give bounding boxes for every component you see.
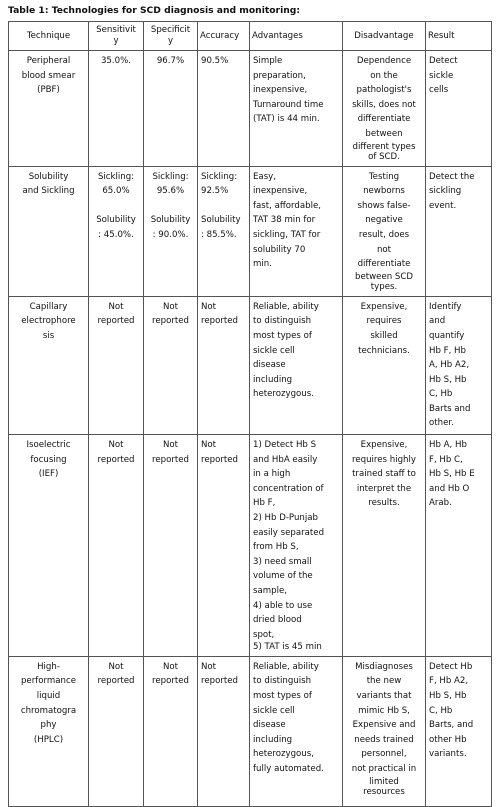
- cell-line: variants.: [429, 749, 467, 760]
- cell-line: types.: [370, 282, 398, 293]
- cell-advantages: [250, 51, 343, 167]
- cell-line: 5) TAT is 45 min: [253, 642, 322, 653]
- cell-line: Dependence: [356, 56, 412, 66]
- cell-line: min.: [253, 259, 272, 270]
- cell-line: 96.7%: [156, 56, 185, 66]
- cell-line: disease: [253, 720, 286, 731]
- cell-line: requires highly: [352, 454, 416, 465]
- cell-line: spot,: [253, 629, 275, 640]
- header-text: Sensitivit: [96, 25, 136, 35]
- cell-line: pathologist's: [356, 85, 412, 96]
- cell-line: reported: [152, 316, 189, 327]
- cell-line: newborns: [363, 186, 405, 197]
- cell-line: sickle cell: [253, 345, 295, 356]
- table-row: [9, 435, 492, 657]
- cell-sensitivity: [89, 656, 144, 806]
- cell-accuracy: [198, 435, 250, 657]
- cell-line: Detect Hb: [429, 661, 473, 672]
- cell-line: Not: [162, 301, 179, 312]
- cell-line: Solubility: [201, 215, 241, 226]
- table-row: [9, 296, 492, 434]
- cell-line: easily separated: [253, 527, 325, 538]
- cell-line: volume of the: [253, 571, 313, 582]
- cell-line: Hb S, Hb: [429, 374, 467, 385]
- cell-line: Capillary: [29, 301, 68, 312]
- cell-sensitivity: [89, 435, 144, 657]
- cell-line: chromatogra: [20, 705, 77, 716]
- cell-line: performance: [20, 676, 77, 687]
- cell-line: Solubility: [96, 215, 136, 226]
- cell-line: A, Hb A2,: [429, 360, 470, 371]
- cell-line: trained staff to: [352, 469, 416, 480]
- cell-line: result, does: [358, 229, 410, 240]
- cell-line: Solubility: [28, 171, 69, 182]
- cell-line: reported: [201, 454, 238, 465]
- cell-line: reported: [201, 316, 238, 327]
- header-text: Disadvantage: [354, 30, 414, 41]
- cell-line: focusing: [30, 454, 67, 465]
- header-text: Specificit: [150, 25, 191, 35]
- cell-advantages: [250, 166, 343, 296]
- cell-line: sickling: [429, 186, 462, 197]
- cell-line: Sickling:: [152, 171, 189, 182]
- cell-line: F, Hb A2,: [429, 676, 469, 687]
- cell-line: to distinguish: [253, 316, 312, 327]
- header-text: Accuracy: [200, 30, 240, 41]
- cell-line: 4) able to use: [253, 600, 313, 611]
- column-header: [9, 22, 89, 51]
- cell-line: (PBF): [37, 85, 60, 96]
- column-header: [89, 22, 144, 51]
- cell-line: sickling, TAT for: [253, 229, 321, 240]
- cell-line: fast, affordable,: [253, 200, 322, 211]
- cell-line: inexpensive,: [253, 186, 308, 197]
- cell-technique: [9, 656, 89, 806]
- column-header: [426, 22, 492, 51]
- cell-line: : 45.0%.: [98, 229, 134, 240]
- table-row: [9, 166, 492, 296]
- cell-line: in a high: [253, 469, 291, 480]
- cell-line: 65.0%: [102, 186, 130, 197]
- cell-line: negative: [365, 215, 403, 226]
- cell-line: reported: [97, 316, 135, 327]
- cell-line: interpret the: [356, 483, 412, 494]
- cell-line: Easy,: [253, 171, 276, 182]
- cell-specificity: [144, 166, 198, 296]
- cell-line: [201, 199, 246, 214]
- cell-line: including: [253, 374, 293, 385]
- cell-line: : 85.5%.: [201, 229, 237, 240]
- cell-line: quantify: [429, 330, 465, 341]
- cell-line: Peripheral: [26, 56, 71, 66]
- cell-advantages: [250, 435, 343, 657]
- cell-line: TAT 38 min for: [253, 215, 316, 226]
- cell-line: liquid: [36, 691, 61, 702]
- cell-line: not: [376, 244, 392, 255]
- cell-line: C, Hb: [429, 705, 453, 716]
- cell-result: [426, 166, 492, 296]
- cell-line: [92, 199, 140, 214]
- cell-line: Not: [201, 301, 217, 312]
- cell-result: [426, 435, 492, 657]
- cell-line: reported: [152, 454, 189, 465]
- cell-line: blood smear: [21, 70, 76, 81]
- cell-line: reported: [97, 454, 135, 465]
- cell-line: Not: [201, 661, 217, 672]
- cell-disadvantage: [343, 51, 426, 167]
- cell-sensitivity: [89, 166, 144, 296]
- cell-line: sickle cell: [253, 705, 295, 716]
- cell-line: Solubility: [150, 215, 191, 226]
- cell-result: [426, 296, 492, 434]
- cell-line: preparation,: [253, 70, 306, 81]
- cell-line: Not: [162, 661, 179, 672]
- header-text: Advantages: [252, 30, 303, 41]
- table-row: [9, 656, 492, 806]
- cell-line: fully automated.: [253, 764, 324, 775]
- cell-line: Not: [162, 440, 179, 451]
- header-text: Result: [428, 30, 455, 41]
- cell-specificity: [144, 51, 198, 167]
- cell-line: 92.5%: [201, 186, 229, 197]
- cell-line: C, Hb: [429, 389, 453, 400]
- cell-line: Expensive,: [360, 301, 408, 312]
- cell-line: the new: [366, 676, 402, 687]
- cell-accuracy: [198, 656, 250, 806]
- technologies-table: [8, 21, 492, 807]
- cell-line: Hb F,: [253, 498, 276, 509]
- cell-line: Misdiagnoses: [355, 661, 413, 672]
- cell-line: (IEF): [38, 469, 59, 480]
- cell-line: heterozygous,: [253, 749, 314, 760]
- cell-line: Expensive and: [352, 720, 416, 731]
- table-caption: Table 1: Technologies for SCD diagnosis and monitoring:: [8, 5, 301, 16]
- cell-sensitivity: [89, 296, 144, 434]
- cell-line: differentiate: [357, 259, 411, 270]
- cell-line: Hb S, Hb: [429, 691, 467, 702]
- cell-line: High-: [37, 661, 60, 672]
- cell-line: not practical in: [351, 764, 417, 775]
- cell-advantages: [250, 296, 343, 434]
- cell-line: most types of: [253, 330, 312, 341]
- cell-line: Hb A, Hb: [429, 440, 467, 451]
- cell-line: 1) Detect Hb S: [253, 440, 317, 451]
- cell-line: and Hb O: [429, 483, 470, 494]
- cell-technique: [9, 166, 89, 296]
- cell-line: Detect the: [429, 171, 475, 182]
- cell-line: to distinguish: [253, 676, 312, 687]
- cell-line: and Sickling: [22, 186, 75, 197]
- column-header: [198, 22, 250, 51]
- cell-line: Testing: [368, 171, 400, 182]
- cell-result: [426, 51, 492, 167]
- cell-specificity: [144, 656, 198, 806]
- cell-line: (HPLC): [33, 734, 64, 745]
- cell-line: Hb S, Hb E: [429, 469, 475, 480]
- cell-line: reported: [152, 676, 189, 687]
- cell-line: Not: [201, 440, 217, 451]
- cell-line: [147, 199, 194, 214]
- cell-line: disease: [253, 360, 286, 371]
- cell-disadvantage: [343, 296, 426, 434]
- cell-line: including: [253, 734, 293, 745]
- header-text: Technique: [26, 30, 71, 41]
- cell-line: concentration of: [253, 483, 324, 494]
- cell-line: other Hb: [429, 734, 467, 745]
- cell-line: 95.6%: [156, 186, 185, 197]
- cell-line: Not: [108, 440, 124, 451]
- cell-line: 2) Hb D-Punjab: [253, 513, 318, 524]
- cell-line: Arab.: [429, 498, 452, 509]
- cell-line: reported: [201, 676, 238, 687]
- cell-line: Detect: [429, 56, 458, 66]
- cell-line: F, Hb C,: [429, 454, 463, 465]
- cell-line: requires: [366, 316, 402, 327]
- cell-accuracy: [198, 296, 250, 434]
- cell-line: resources: [363, 787, 405, 798]
- cell-line: cells: [429, 85, 449, 96]
- column-header: [343, 22, 426, 51]
- cell-line: results.: [368, 498, 400, 509]
- cell-line: needs trained: [354, 734, 414, 745]
- cell-line: between SCD: [355, 271, 413, 282]
- cell-line: of SCD.: [368, 152, 400, 163]
- cell-line: Reliable, ability: [253, 301, 319, 312]
- cell-line: and: [429, 316, 446, 327]
- cell-line: on the: [370, 70, 398, 81]
- cell-technique: [9, 435, 89, 657]
- column-header: [250, 22, 343, 51]
- table-row: [9, 51, 492, 167]
- cell-specificity: [144, 296, 198, 434]
- cell-line: Identify: [429, 301, 462, 312]
- cell-line: Isoelectric: [26, 440, 71, 451]
- cell-disadvantage: [343, 435, 426, 657]
- cell-line: Hb F, Hb: [429, 345, 466, 356]
- cell-line: between: [365, 128, 403, 139]
- cell-line: personnel,: [361, 749, 407, 760]
- cell-specificity: [144, 435, 198, 657]
- cell-line: solubility 70: [253, 244, 306, 255]
- cell-line: Expensive,: [360, 440, 408, 451]
- cell-line: sickle: [429, 70, 454, 81]
- cell-accuracy: [198, 51, 250, 167]
- cell-line: Reliable, ability: [253, 661, 319, 672]
- cell-line: skilled: [370, 330, 398, 341]
- header-row: [9, 22, 492, 51]
- header-text: y: [113, 36, 119, 46]
- cell-line: heterozygous.: [253, 389, 314, 400]
- cell-line: other.: [429, 418, 454, 429]
- cell-line: inexpensive,: [253, 85, 308, 96]
- cell-line: Sickling:: [97, 171, 135, 182]
- cell-line: electrophore: [21, 316, 76, 327]
- cell-line: dried blood: [253, 615, 302, 626]
- cell-line: different types: [352, 141, 416, 152]
- cell-technique: [9, 51, 89, 167]
- cell-disadvantage: [343, 656, 426, 806]
- column-header: [144, 22, 198, 51]
- cell-line: phy: [40, 720, 57, 731]
- cell-result: [426, 656, 492, 806]
- cell-line: sample,: [253, 586, 287, 596]
- cell-line: reported: [97, 676, 135, 687]
- cell-line: 35.0%.: [100, 56, 132, 66]
- cell-line: limited: [369, 776, 399, 787]
- cell-sensitivity: [89, 51, 144, 167]
- cell-line: Sickling:: [201, 171, 238, 182]
- cell-line: 3) need small: [253, 556, 312, 567]
- cell-line: mimic Hb S,: [358, 705, 410, 716]
- cell-line: Not: [108, 661, 124, 672]
- cell-line: (TAT) is 44 min.: [253, 114, 320, 125]
- cell-line: : 90.0%.: [152, 229, 189, 240]
- cell-line: sis: [42, 330, 55, 341]
- cell-accuracy: [198, 166, 250, 296]
- cell-line: most types of: [253, 691, 312, 702]
- cell-line: shows false-: [357, 200, 411, 211]
- cell-line: Not: [108, 301, 124, 312]
- cell-disadvantage: [343, 166, 426, 296]
- cell-line: variants that: [356, 691, 412, 702]
- cell-line: technicians.: [358, 345, 410, 356]
- cell-line: differentiate: [357, 114, 411, 125]
- cell-line: Barts, and: [429, 720, 474, 731]
- cell-line: event.: [429, 200, 457, 211]
- header-text: y: [167, 36, 174, 46]
- cell-line: Simple: [253, 56, 283, 66]
- cell-line: Turnaround time: [253, 99, 324, 110]
- cell-line: Barts and: [429, 403, 471, 414]
- cell-line: skills, does not: [352, 99, 416, 110]
- cell-advantages: [250, 656, 343, 806]
- cell-technique: [9, 296, 89, 434]
- cell-line: 90.5%: [201, 56, 229, 66]
- cell-line: from Hb S,: [253, 542, 299, 553]
- cell-line: and HbA easily: [253, 454, 318, 465]
